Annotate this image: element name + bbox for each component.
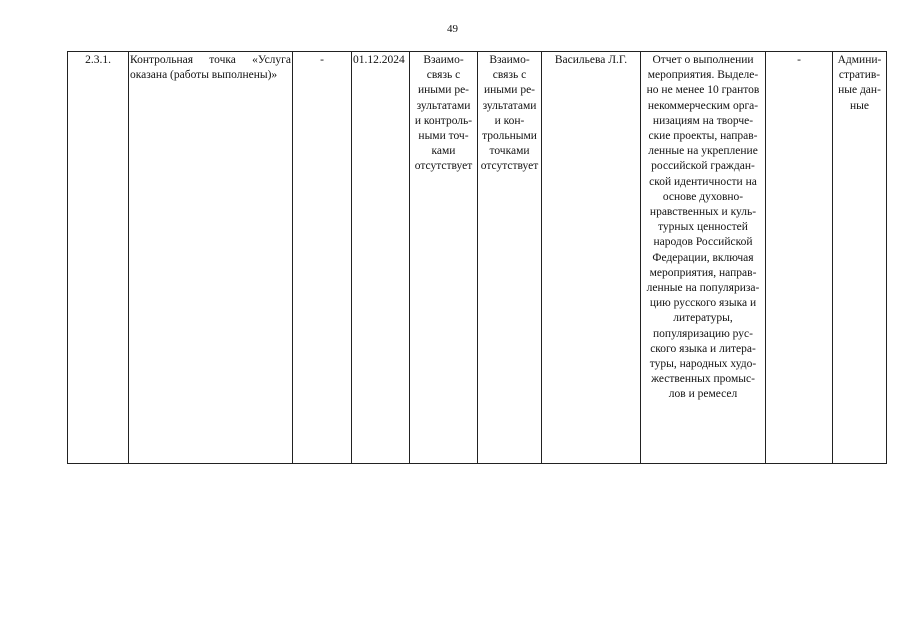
relation-points-text: Взаимо- связь с иными ре- зультатами и кон- трольными точками отсутствует [480, 54, 539, 173]
page-number: 49 [447, 23, 458, 35]
dash-cell-2 [766, 52, 833, 464]
due-date: 01.12.2024 [353, 54, 405, 66]
control-point-name: Контрольная точка «Услуга оказана (работы выполнены)» [130, 54, 291, 82]
relation-results-text: Взаимо- связь с иными ре- зультатами и контроль- ными точ- ками отсутствует [414, 54, 473, 173]
dash-value-2: - [797, 54, 801, 66]
relation-results-cell [410, 52, 478, 464]
report-cell [641, 52, 766, 464]
responsible-cell [542, 52, 641, 464]
date-cell [352, 52, 410, 464]
row-number-cell [68, 52, 129, 464]
table-row [68, 52, 887, 464]
report-text: Отчет о выполнении мероприятия. Выделе- но не менее 10 грантов некоммерческим орга- низациям на творче- ские проекты, направ- ленные на укрепление российской граждан- ской идентичности на основе духовно- нравственных и куль- турных ценностей народов Российской Федерации, включая мероприятия, направ- ленные на популяриза- цию русского языка и литературы, популяризацию рус- ского языка и литера- туры, народных худо- жественных промыс- лов и ремесел [646, 54, 760, 401]
relation-points-cell [478, 52, 542, 464]
dash-value: - [320, 54, 324, 66]
responsible-person: Васильева Л.Г. [554, 54, 628, 66]
control-point-table [67, 51, 887, 464]
data-source-cell [833, 52, 887, 464]
control-point-name-cell [129, 52, 293, 464]
dash-cell [293, 52, 352, 464]
row-number: 2.3.1. [85, 54, 111, 66]
data-source-text: Админи- стратив- ные дан- ные [837, 54, 882, 112]
